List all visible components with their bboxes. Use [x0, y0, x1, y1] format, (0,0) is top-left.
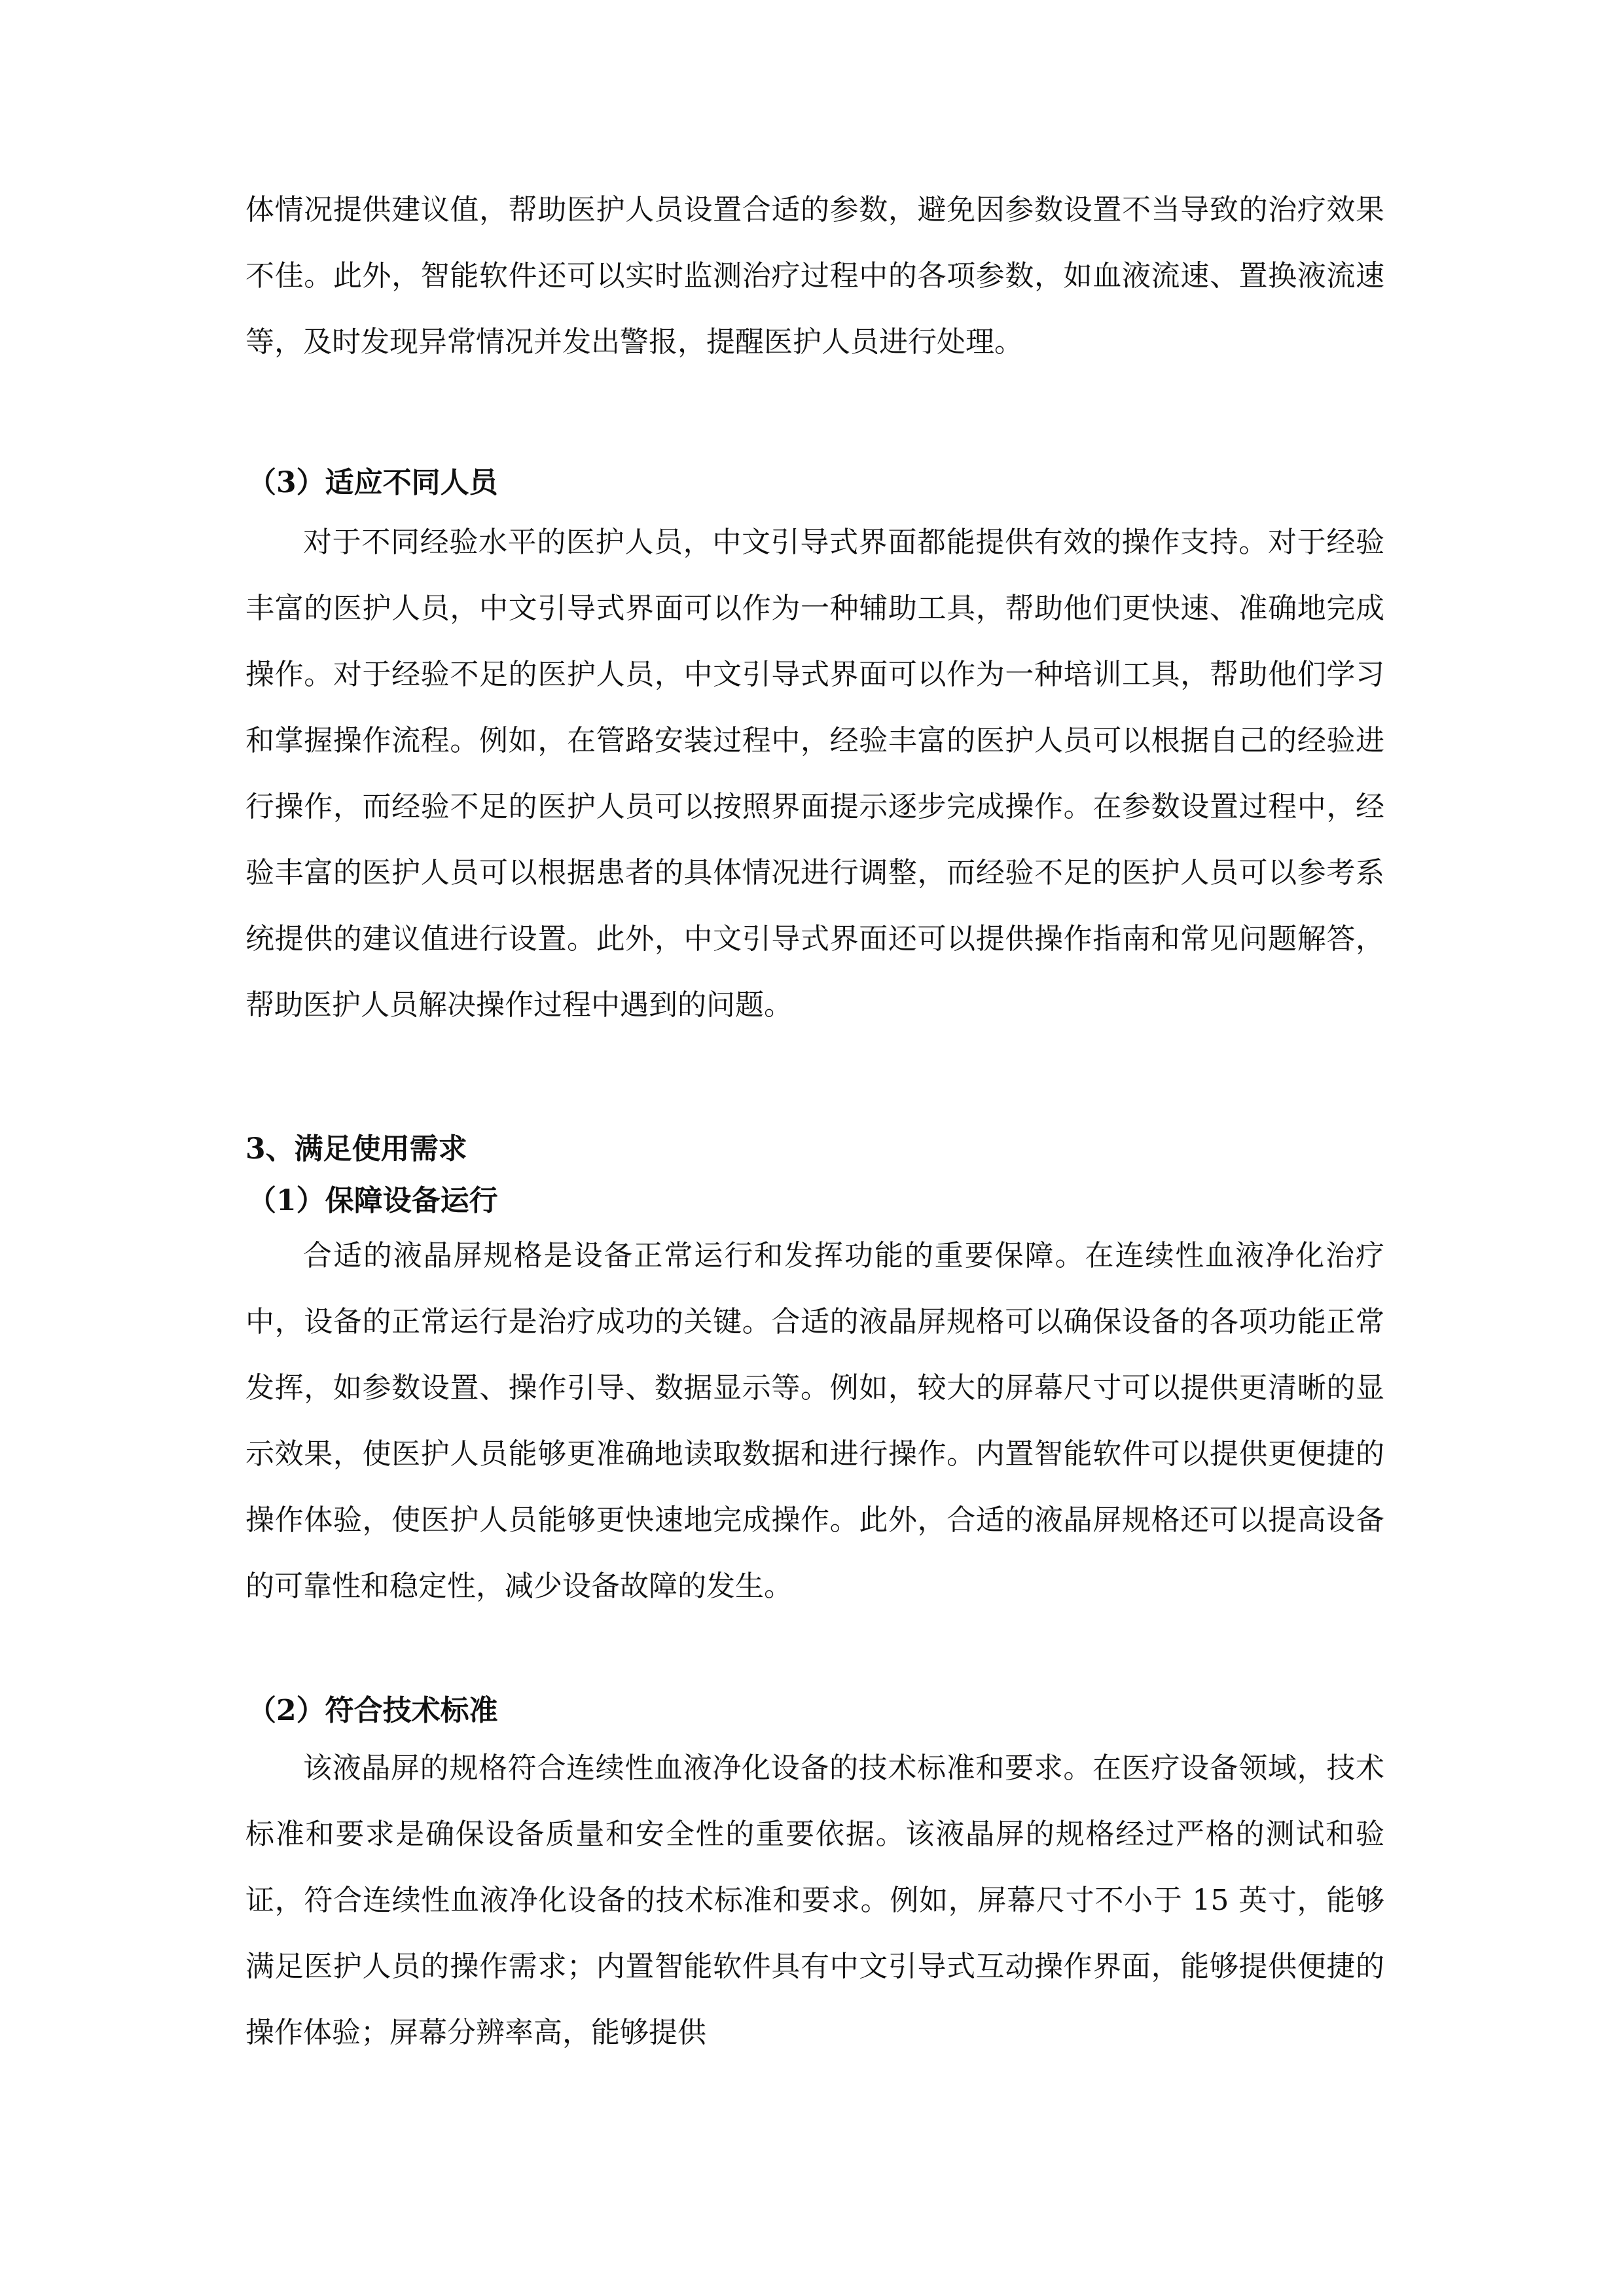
- heading-section-3: 3、满足使用需求: [245, 1132, 467, 1166]
- paragraph-adapt-personnel: 对于不同经验水平的医护人员，中文引导式界面都能提供有效的操作支持。对于经验丰富的医护人员，中文引导式界面可以作为一种辅助工具，帮助他们更快速、准确地完成操作。对于经验不足的医护人员，中文引导式界面可以作为一种培训工具，帮助他们学习和掌握操作流程。例如，在管路安装过程中，经验丰富的医护人员可以根据自己的经验进行操作，而经验不足的医护人员可以按照界面提示逐步完成操作。在参数设置过程中，经验丰富的医护人员可以根据患者的具体情况进行调整，而经验不足的医护人员可以参考系统提供的建议值进行设置。此外，中文引导式界面还可以提供操作指南和常见问题解答，帮助医护人员解决操作过程中遇到的问题。: [245, 526, 1384, 1022]
- heading-guarantee-operation: （1）保障设备运行: [247, 1184, 498, 1217]
- paragraph-intro: 体情况提供建议值，帮助医护人员设置合适的参数，避免因参数设置不当导致的治疗效果不佳。此外，智能软件还可以实时监测治疗过程中的各项参数，如血液流速、置换液流速等，及时发现异常情况并发出警报，提醒医护人员进行处理。: [245, 193, 1384, 359]
- paragraph-guarantee-operation: 合适的液晶屏规格是设备正常运行和发挥功能的重要保障。在连续性血液净化治疗中，设备的正常运行是治疗成功的关键。合适的液晶屏规格可以确保设备的各项功能正常发挥，如参数设置、操作引导、数据显示等。例如，较大的屏幕尺寸可以提供更清晰的显示效果，使医护人员能够更准确地读取数据和进行操作。内置智能软件可以提供更便捷的操作体验，使医护人员能够更快速地完成操作。此外，合适的液晶屏规格还可以提高设备的可靠性和稳定性，减少设备故障的发生。: [245, 1239, 1384, 1603]
- paragraph-technical-standard: 该液晶屏的规格符合连续性血液净化设备的技术标准和要求。在医疗设备领域，技术标准和要求是确保设备质量和安全性的重要依据。该液晶屏的规格经过严格的测试和验证，符合连续性血液净化设备的技术标准和要求。例如，屏幕尺寸不小于 15 英寸，能够满足医护人员的操作需求；内置智能软件具有中文引导式互动操作界面，能够提供便捷的操作体验；屏幕分辨率高，能够提供: [245, 1751, 1384, 2049]
- heading-adapt-personnel: （3）适应不同人员: [247, 466, 498, 499]
- heading-technical-standard: （2）符合技术标准: [247, 1694, 498, 1727]
